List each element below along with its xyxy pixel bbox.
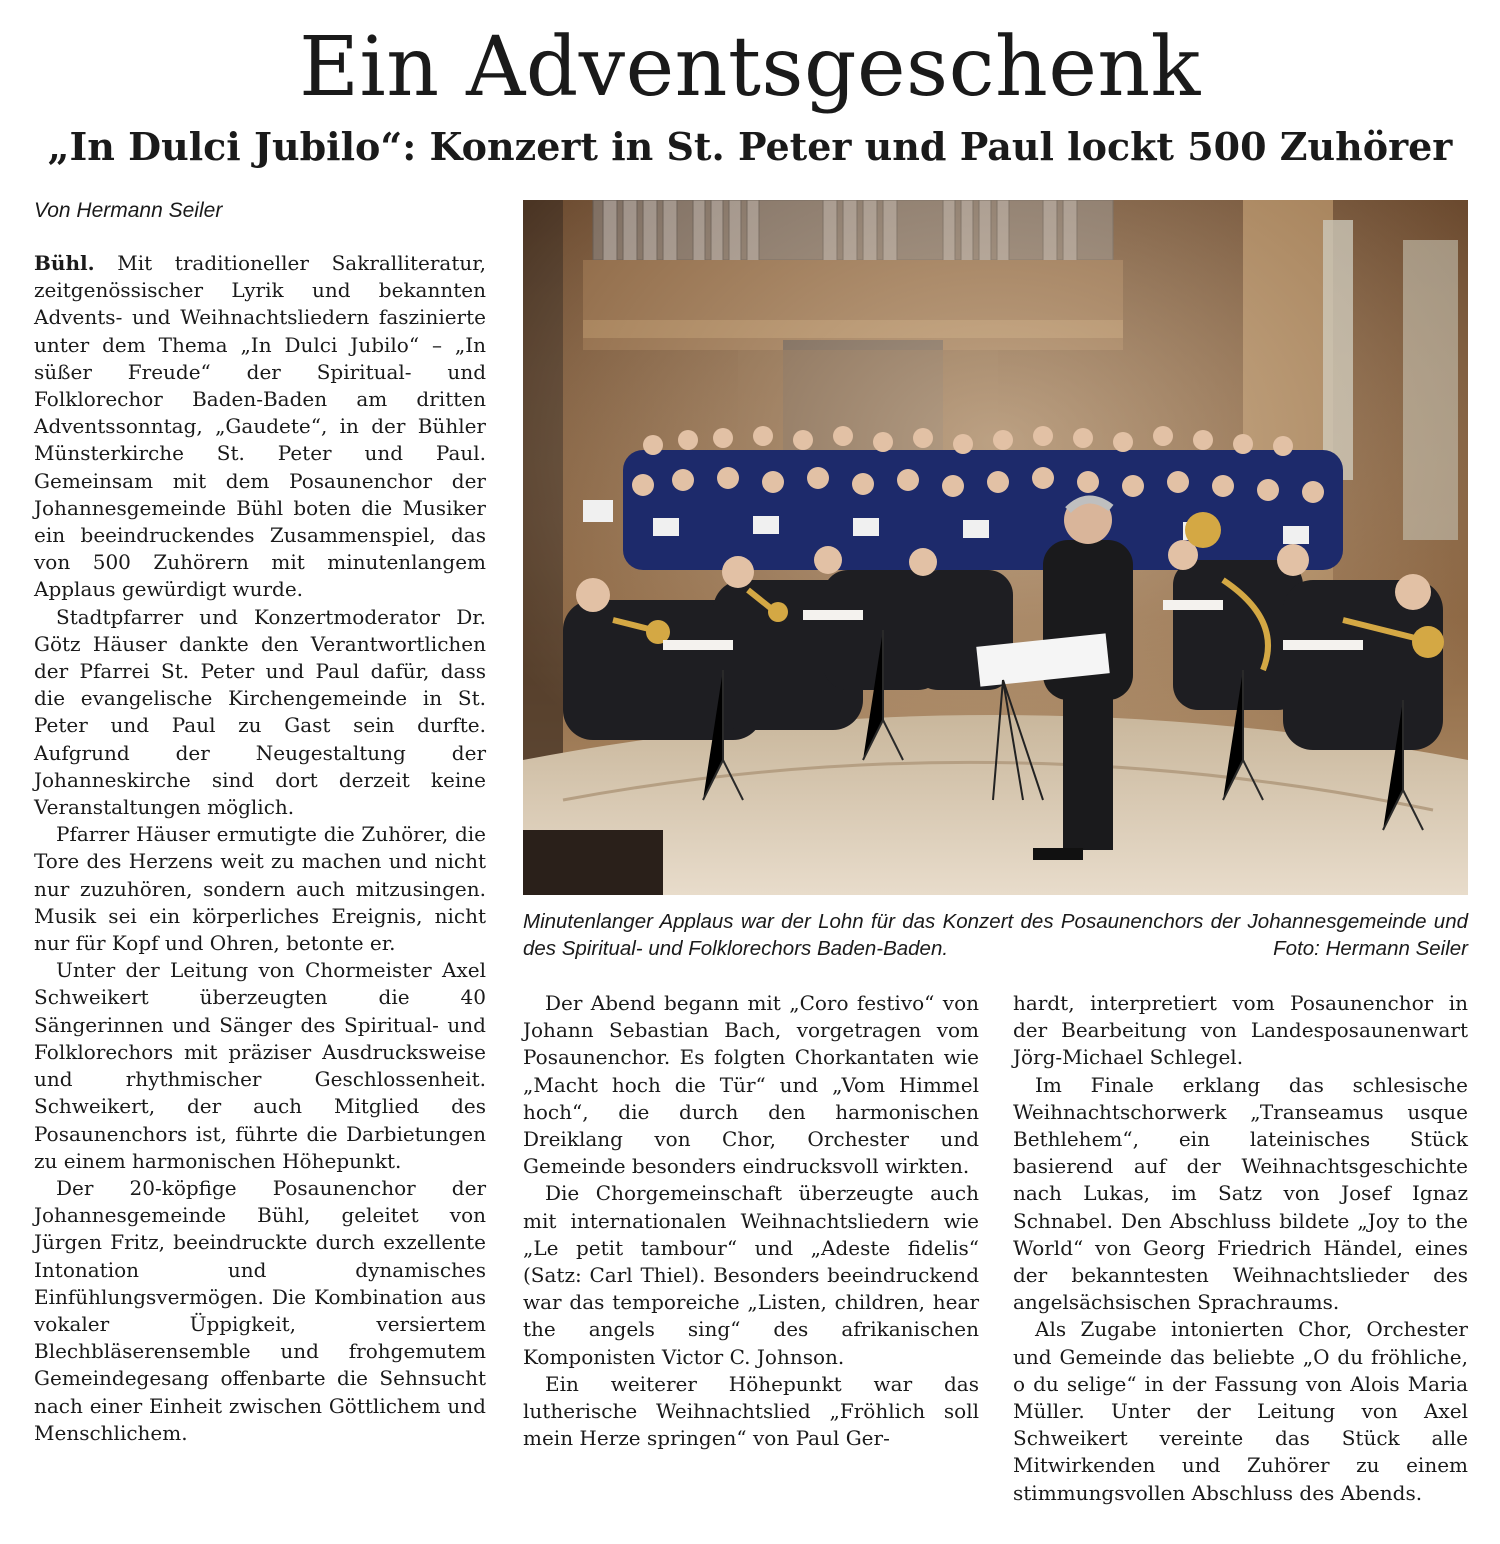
photo-credit: Foto: Hermann Seiler: [1273, 937, 1468, 960]
article-paragraph: Ein weiterer Höhepunkt war das lutherische Weihnachtslied „Fröhlich soll mein Herze springen“ von Paul Ger-: [523, 1371, 979, 1451]
headline: Ein Adventsgeschenk: [299, 20, 1201, 115]
article-paragraph: Der Abend begann mit „Coro festivo“ von Johann Sebastian Bach, vorgetragen vom Posaunenchor. Es folgten Chorkantaten wie „Macht hoch die Tür“ und „Vom Himmel hoch“, die durch den harmonischen Dreiklang von Chor, Orchester und Gemeinde besonders eindrucksvoll wirkten.: [523, 991, 979, 1179]
article-paragraph: Der 20-köpfige Posaunenchor der Johannesgemeinde Bühl, geleitet von Jürgen Fritz, beeindruckte durch exzellente Intonation und dynamisches Einfühlungsvermögen. Die Kombination aus vokaler Üppigkeit, versiertem Blechbläserensemble und frohgemutem Gemeindegesang offenbarte die Sehnsucht nach einer Einheit zwischen Göttlichem und Menschlichem.: [34, 1175, 486, 1445]
article-column-3: [1013, 990, 1468, 1507]
paragraph-text: Mit traditioneller Sakralliteratur, zeitgenössischer Lyrik und bekannten Advents- und Weihnachtsliedern faszinierte unter dem Thema „In Dulci Jubilo“ – „In süßer Freude“ der Spiritual- und Folklorechor Baden-Baden am dritten Adventssonntag, „Gaudete“, in der Bühler Münsterkirche St. Peter und Paul. Gemeinsam mit dem Posaunenchor der Johannesgemeinde Bühl boten die Musiker ein beeindruckendes Zusammenspiel, das von 500 Zuhörern mit minutenlangem Applaus gewürdigt wurde.: [34, 251, 486, 602]
concert-photo: [523, 200, 1468, 895]
article-paragraph: Unter der Leitung von Chormeister Axel Schweikert überzeugten die 40 Sängerinnen und Sänger des Spiritual- und Folklorechors mit präziser Ausdrucksweise und rhythmischer Geschlossenheit. Schweikert, der auch Mitglied des Posaunenchors ist, führte die Darbietungen zu einem harmonischen Höhepunkt.: [34, 958, 486, 1173]
article-paragraph: Die Chorgemeinschaft überzeugte auch mit internationalen Weihnachtsliedern wie „Le petit tambour“ und „Adeste fidelis“ (Satz: Carl Thiel). Besonders beeindruckend war das temporeiche „Listen, children, hear the angels sing“ des afrikanischen Komponisten Victor C. Johnson.: [523, 1181, 979, 1369]
dateline: Bühl.: [34, 251, 95, 275]
subheadline: „In Dulci Jubilo“: Konzert in St. Peter und Paul lockt 500 Zuhörer: [47, 124, 1453, 169]
article-column-1: [34, 250, 486, 1447]
article-paragraph: Pfarrer Häuser ermutigte die Zuhörer, die Tore des Herzens weit zu machen und nicht nur zuzuhören, sondern auch mitzusingen. Musik sei ein körperliches Ereignis, nicht nur für Kopf und Ohren, betonte er.: [34, 822, 486, 956]
article-paragraph: [34, 250, 486, 604]
article-column-2: [523, 990, 979, 1452]
caption-text: Minutenlanger Applaus war der Lohn für das Konzert des Posaunenchors der Johannesgemeinde und des Spiritual- und Folklorechors Baden-Baden.: [523, 910, 1468, 960]
article-paragraph: Stadtpfarrer und Konzertmoderator Dr. Götz Häuser dankte den Verantwortlichen der Pfarrei St. Peter und Paul dafür, dass die evangelische Kirchengemeinde in St. Peter und Paul zu Gast sein durfte. Aufgrund der Neugestaltung der Johanneskirche sind dort derzeit keine Veranstaltungen möglich.: [34, 604, 486, 820]
article-paragraph: Im Finale erklang das schlesische Weihnachtschorwerk „Transeamus usque Bethlehem“, ein lateinisches Stück basierend auf der Weihnachtsgeschichte nach Lukas, im Satz von Josef Ignaz Schnabel. Den Abschluss bildete „Joy to the World“ von Georg Friedrich Händel, eines der bekanntesten Weihnachtslieder des angelsächsischen Sprachraums.: [1013, 1072, 1468, 1315]
article-paragraph: Als Zugabe intonierten Chor, Orchester und Gemeinde das beliebte „O du fröhliche, o du selige“ in der Fassung von Alois Maria Müller. Unter der Leitung von Axel Schweikert vereinte das Stück alle Mitwirkenden und Zuhörer zu einem stimmungsvollen Abschluss des Abends.: [1013, 1317, 1468, 1505]
article-paragraph: hardt, interpretiert vom Posaunenchor in der Bearbeitung von Landesposaunenwart Jörg-Michael Schlegel.: [1013, 991, 1468, 1070]
byline: Von Hermann Seiler: [34, 199, 223, 222]
concert-photo-illustration: [523, 200, 1468, 895]
photo-caption: [523, 908, 1468, 962]
